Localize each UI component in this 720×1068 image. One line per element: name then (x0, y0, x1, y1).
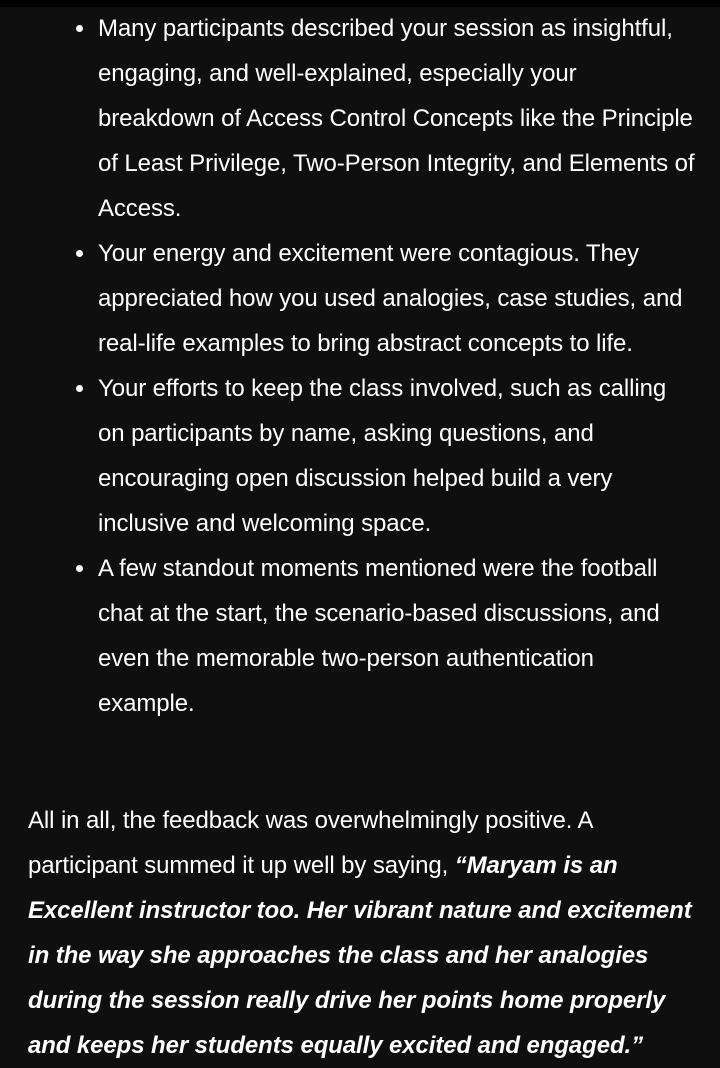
bullet-dot-icon (76, 25, 83, 32)
feedback-bullet-text: Your energy and excitement were contagious. They appreciated how you used analogies, case studies, and real-life examples to bring abstract concepts to life. (98, 240, 683, 357)
participant-quote: “Maryam is an Excellent instructor too. Her vibrant nature and excitement in the way she approaches the class and her analogies during the session really drive her points home properly and keeps her students equally excited and engaged.” (28, 852, 692, 1059)
bullet-dot-icon (76, 385, 83, 392)
feedback-bullet-text: A few standout moments mentioned were the football chat at the start, the scenario-based discussions, and even the memorable two-person authentication example. (98, 555, 660, 717)
feedback-bullet-item (0, 231, 720, 366)
summary-paragraph (28, 798, 708, 1068)
bullet-dot-icon (76, 565, 83, 572)
bullet-dot-icon (76, 250, 83, 257)
feedback-bullet-item (0, 546, 720, 726)
feedback-bullet-list (0, 6, 720, 726)
feedback-bullet-item (0, 6, 720, 231)
feedback-bullet-item (0, 366, 720, 546)
summary-intro: All in all, the feedback was overwhelmingly positive. A participant summed it up well by saying, (28, 807, 593, 879)
feedback-bullet-text: Your efforts to keep the class involved, such as calling on participants by name, asking questions, and encouraging open discussion helped build a very inclusive and welcoming space. (98, 375, 667, 537)
feedback-bullet-text: Many participants described your session as insightful, engaging, and well-explained, especially your breakdown of Access Control Concepts like the Principle of Least Privilege, Two-Person Integrity, and Elements of Access. (98, 15, 695, 222)
